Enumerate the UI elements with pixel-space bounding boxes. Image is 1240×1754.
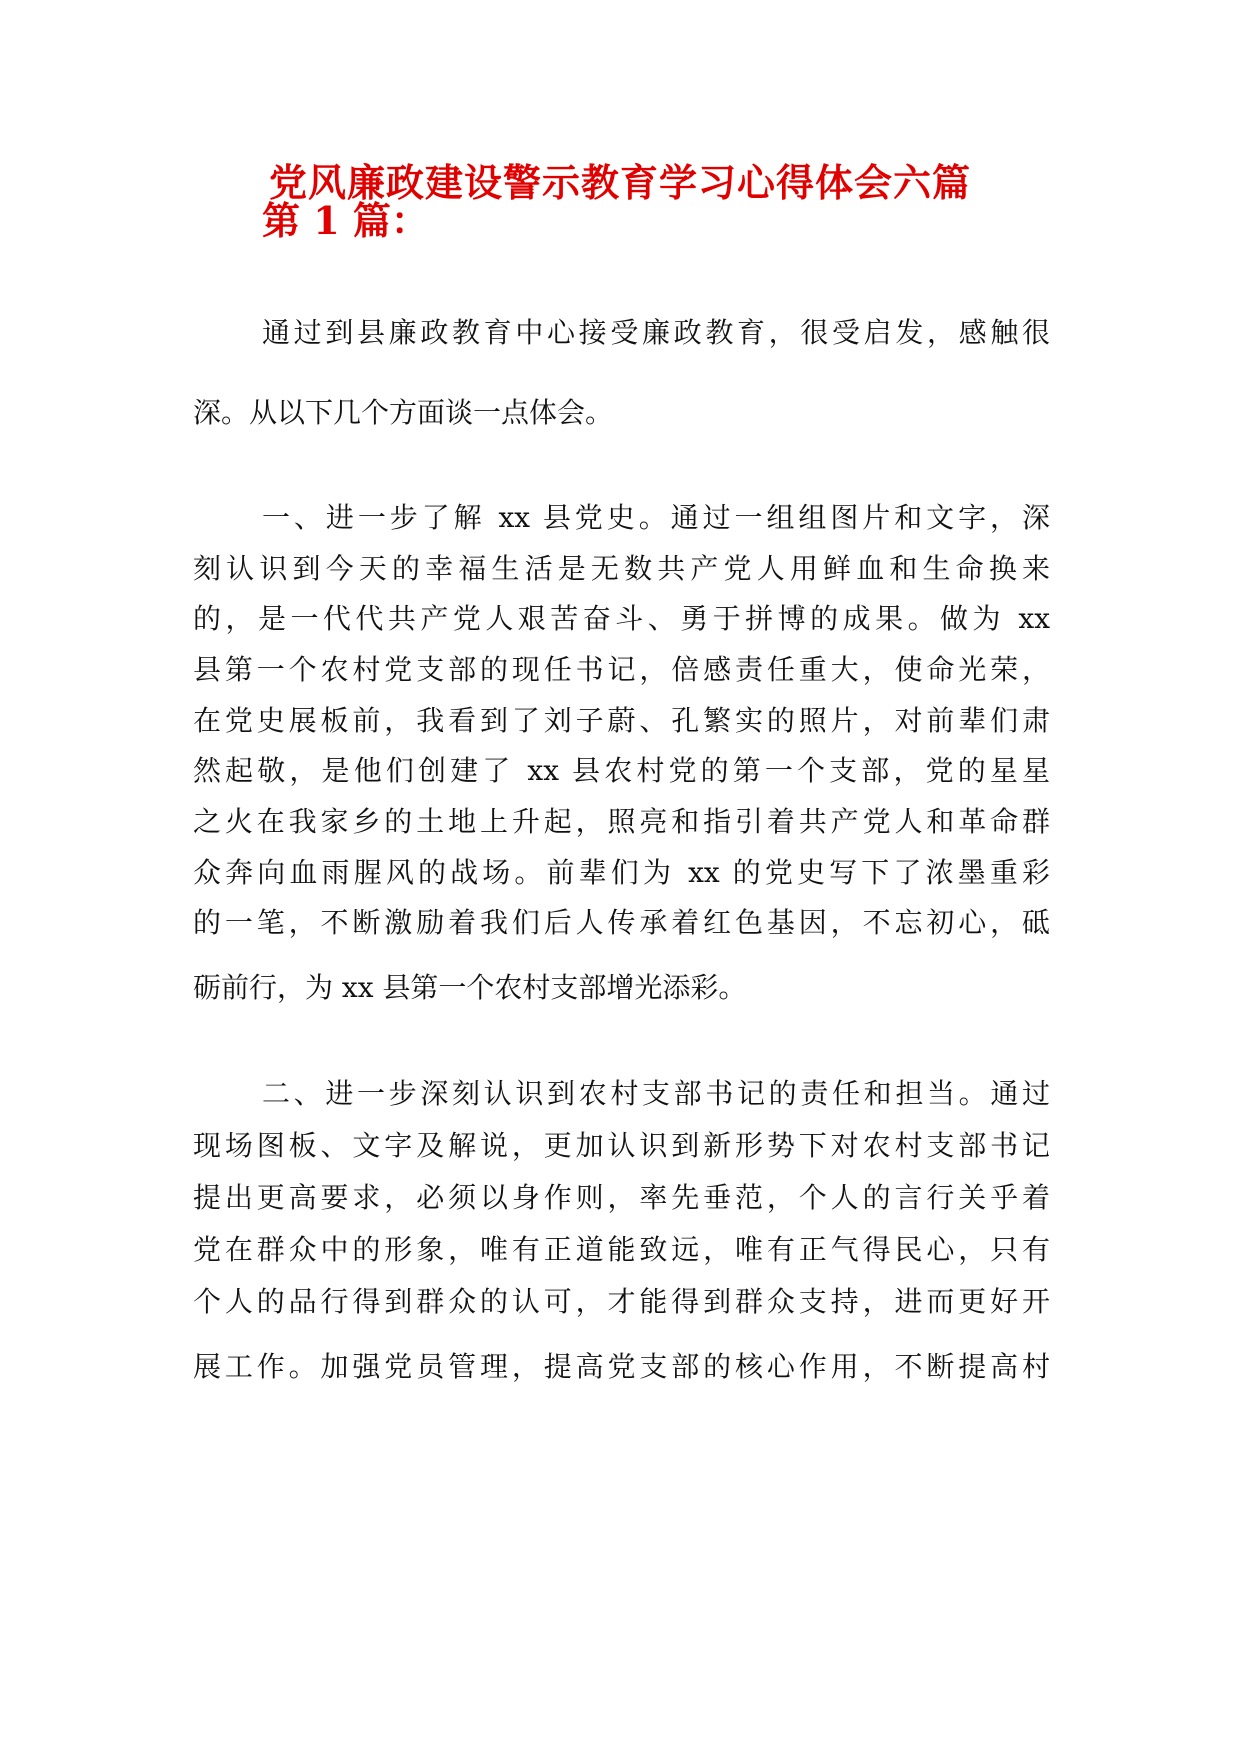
paragraph-3-line-4: 党在群众中的形象，唯有正道能致远，唯有正气得民心，只有 [193,1233,1050,1266]
paragraph-1-line-1: 通过到县廉政教育中心接受廉政教育，很受启发，感触很 [262,316,1050,349]
paragraph-3-line-5: 个人的品行得到群众的认可，才能得到群众支持，进而更好开 [193,1285,1050,1318]
paragraph-2-line-9: 的一笔，不断激励着我们后人传承着红色基因，不忘初心，砥 [193,906,1050,939]
document-title: 党风廉政建设警示教育学习心得体会六篇 [268,160,971,205]
paragraph-3-line-1: 二、进一步深刻认识到农村支部书记的责任和担当。通过 [262,1077,1050,1110]
paragraph-2-line-4: 县第一个农村党支部的现任书记，倍感责任重大，使命光荣， [193,653,1050,686]
section-heading: 第 1 篇： [262,198,429,243]
paragraph-2-line-3: 的，是一代代共产党人艰苦奋斗、勇于拼博的成果。做为 xx [193,602,1050,635]
paragraph-2-line-6: 然起敬，是他们创建了 xx 县农村党的第一个支部，党的星星 [193,754,1050,787]
paragraph-3-line-2: 现场图板、文字及解说，更加认识到新形势下对农村支部书记 [193,1129,1050,1162]
paragraph-2-line-2: 刻认识到今天的幸福生活是无数共产党人用鲜血和生命换来 [193,552,1050,585]
paragraph-2-line-10: 砺前行，为 xx 县第一个农村支部增光添彩。 [193,971,747,1004]
paragraph-2-line-8: 众奔向血雨腥风的战场。前辈们为 xx 的党史写下了浓墨重彩 [193,856,1050,889]
paragraph-1-line-2: 深。从以下几个方面谈一点体会。 [193,396,614,429]
paragraph-3-line-6: 展工作。加强党员管理，提高党支部的核心作用，不断提高村 [193,1350,1050,1383]
paragraph-3-line-3: 提出更高要求，必须以身作则，率先垂范，个人的言行关乎着 [193,1181,1050,1214]
paragraph-2-line-5: 在党史展板前，我看到了刘子蔚、孔繁实的照片，对前辈们肃 [193,704,1050,737]
paragraph-2-line-1: 一、进一步了解 xx 县党史。通过一组组图片和文字，深 [262,501,1050,534]
paragraph-2-line-7: 之火在我家乡的土地上升起，照亮和指引着共产党人和革命群 [193,805,1050,838]
